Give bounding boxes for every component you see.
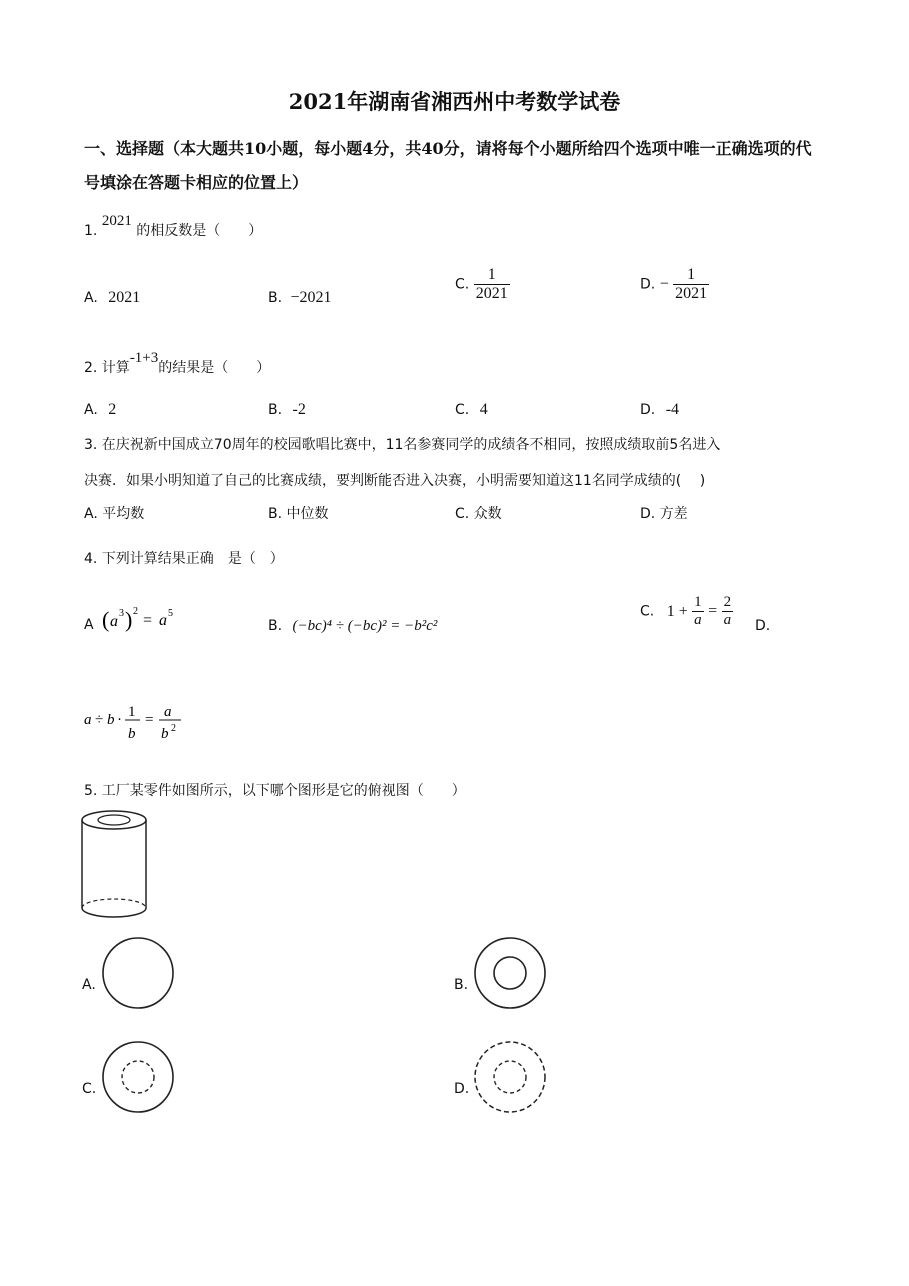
svg-text:b: b: [128, 726, 136, 742]
question-5-option-a-label: A.: [82, 977, 96, 993]
question-5-option-b-label: B.: [454, 977, 469, 993]
svg-text:3: 3: [119, 608, 124, 619]
svg-text:(: (: [102, 607, 110, 632]
svg-text:a: a: [164, 704, 172, 720]
question-2-option-b: B. -2: [268, 401, 306, 418]
question-3-line-1: 3. 在庆祝新中国成立70周年的校园歌唱比赛中，11名参赛同学的成绩各不相同，按照成绩取前5名进入: [84, 437, 721, 453]
question-4-option-d-formula: [82, 698, 192, 746]
question-1-stem: [84, 213, 263, 240]
question-1-expression: 2021: [101, 213, 132, 229]
fraction: $\frac{1}{2021}$: [675, 266, 708, 302]
question-2-expression: -1+3: [129, 350, 159, 366]
question-5-option-c-label: C.: [82, 1081, 97, 1097]
question-2-stem: [84, 350, 271, 377]
question-3-option-d: D. 方差: [640, 506, 688, 522]
svg-text:÷: ÷: [95, 712, 104, 728]
svg-text:b: b: [161, 726, 169, 742]
svg-text:a: a: [84, 712, 92, 728]
question-2-text: 的结果是（ ）: [158, 360, 271, 376]
question-4-option-a-formula: [100, 598, 190, 638]
question-4-option-d-label: D.: [755, 618, 771, 634]
question-2-option-a: A. 2: [84, 401, 117, 418]
svg-text:=: =: [143, 612, 153, 629]
question-4-stem: 4. 下列计算结果正确 是（ ）: [84, 551, 284, 567]
svg-text:b: b: [107, 712, 115, 728]
question-1-option-d: D. − $\frac{1}{2021}$: [640, 266, 708, 302]
question-2-option-d: D. -4: [640, 401, 680, 418]
question-5-stem: 5. 工厂某零件如图所示，以下哪个图形是它的俯视图（ ）: [84, 783, 466, 799]
question-4-option-b: B. (−bc)⁴ ÷ (−bc)² = −b²c²: [268, 618, 438, 634]
svg-text:2: 2: [171, 723, 176, 734]
option-c-ring-dashed-inner-figure: [100, 1039, 176, 1115]
svg-text:a: a: [110, 613, 118, 630]
question-1-text: 的相反数是（ ）: [136, 223, 263, 239]
fraction: $\frac{1}{2021}$: [475, 266, 508, 302]
question-1-option-b: B. −2021: [268, 289, 332, 306]
question-5-option-d-label: D.: [454, 1081, 470, 1097]
svg-text:2: 2: [133, 606, 138, 617]
option-d-dashed-ring-figure: [472, 1039, 548, 1115]
question-1-option-a: A. 2021: [84, 289, 141, 306]
question-2-number: 2. 计算: [84, 360, 130, 376]
question-1-number: 1.: [84, 223, 98, 239]
question-3-option-b: B. 中位数: [268, 506, 329, 522]
svg-text:a: a: [159, 612, 167, 629]
svg-text:5: 5: [168, 608, 173, 619]
question-3-option-a: A. 平均数: [84, 506, 145, 522]
option-a-circle-figure: [100, 935, 176, 1011]
question-3-option-c: C. 众数: [455, 506, 502, 522]
question-1-option-c: C. $\frac{1}{2021}$: [455, 266, 508, 302]
cylinder-part-figure: [78, 808, 152, 922]
question-4-option-c: C. 1 + $\frac{1}{a}$ = $\frac{2}{a}$: [640, 594, 732, 628]
question-3-line-2: 决赛．如果小明知道了自己的比赛成绩，要判断能否进入决赛，小明需要知道这11名同学成绩的( ): [84, 473, 706, 489]
svg-text:): ): [125, 607, 133, 632]
svg-text:·: ·: [117, 712, 122, 728]
question-2-option-c: C. 4: [455, 401, 488, 418]
svg-text:1: 1: [128, 704, 136, 720]
fraction: $\frac{1}{a}$: [694, 594, 702, 628]
svg-text:=: =: [145, 712, 154, 728]
page-title: 2021年湖南省湘西州中考数学试卷: [288, 89, 621, 114]
question-4-option-a-label: A: [84, 617, 94, 633]
fraction: $\frac{2}{a}$: [723, 594, 732, 628]
section-heading: 一、选择题（本大题共10小题，每小题4分，共40分，请将每个小题所给四个选项中唯一正确选项的代号填涂在答题卡相应的位置上）: [84, 139, 812, 192]
option-b-ring-figure: [472, 935, 548, 1011]
